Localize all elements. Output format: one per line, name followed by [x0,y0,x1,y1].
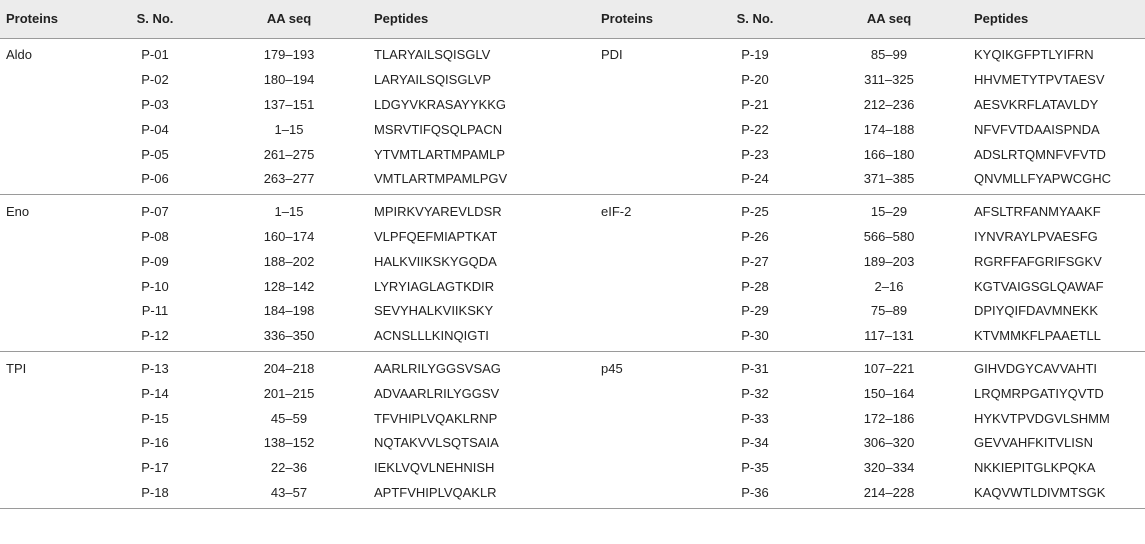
protein-cell [595,381,700,406]
aa-seq-cell: 566–580 [863,228,915,244]
peptide-cell: ADVAARLRILYGGSV [374,385,500,401]
aa-seq-cell: 138–152 [263,435,315,451]
aa-seq-cell: 85–99 [870,47,908,63]
serial-cell: P-36 [700,480,810,508]
aa-seq-cell: 15–29 [870,204,908,220]
protein-cell: PDI [601,47,623,63]
aa-seq-cell: 189–203 [863,253,915,269]
aa-seq-cell: 320–334 [863,460,915,476]
table-row [0,352,1145,381]
protein-cell [595,67,700,92]
peptide-cell: RGRFFAFGRIFSGKV [974,253,1102,269]
header-proteins-right: Proteins [595,0,700,38]
aa-seq-cell: 371–385 [810,166,968,194]
serial-cell: P-33 [741,410,769,426]
serial-cell: P-19 [741,47,769,63]
serial-cell: P-14 [141,385,169,401]
peptide-cell: AESVKRFLATAVLDY [974,96,1099,112]
aa-seq-cell: 160–174 [263,228,315,244]
peptide-cell: YTVMTLARTMPAMLP [374,146,505,162]
aa-seq-cell: 212–236 [863,96,915,112]
table-row [0,195,1145,224]
peptide-cell: KAQVWTLDIVMTSGK [968,480,1145,508]
aa-seq-cell: 261–275 [263,146,315,162]
peptide-cell: VMTLARTMPAMLPGV [368,166,595,194]
serial-cell: P-23 [741,146,769,162]
peptide-cell: SEVYHALKVIIKSKY [374,303,494,319]
aa-seq-cell: 180–194 [263,72,315,88]
serial-cell: P-10 [141,278,169,294]
table-row [0,92,1145,117]
aa-seq-cell: 204–218 [263,360,315,376]
peptide-cell: HALKVIIKSKYGQDA [374,253,497,269]
protein-cell [0,274,100,299]
serial-cell: P-06 [100,166,210,194]
aa-seq-cell: 179–193 [263,47,315,63]
protein-cell [0,406,100,431]
aa-seq-cell: 137–151 [263,96,315,112]
aa-seq-cell: 166–180 [863,146,915,162]
aa-seq-cell: 184–198 [263,303,315,319]
table-row [0,298,1145,323]
aa-seq-cell: 150–164 [863,385,915,401]
protein-cell [595,406,700,431]
header-serial-left: S. No. [100,0,210,38]
serial-cell: P-16 [141,435,169,451]
serial-cell: P-27 [741,253,769,269]
aa-seq-cell: 201–215 [263,385,315,401]
table-row [0,430,1145,455]
serial-cell: P-20 [741,72,769,88]
serial-cell: P-08 [141,228,169,244]
serial-cell: P-04 [141,121,169,137]
protein-cell [0,455,100,480]
protein-cell [0,381,100,406]
table-body [0,38,1145,508]
table-header-row [0,0,1145,38]
aa-seq-cell: 188–202 [263,253,315,269]
aa-seq-cell: 43–57 [210,480,368,508]
serial-cell: P-24 [700,166,810,194]
peptide-cell: APTFVHIPLVQAKLR [368,480,595,508]
peptide-cell: NFVFVTDAAISPNDA [974,121,1100,137]
peptide-cell: TFVHIPLVQAKLRNP [374,410,498,426]
protein-cell: Eno [6,204,30,220]
protein-cell: TPI [6,360,27,376]
aa-seq-cell: 45–59 [270,410,308,426]
header-peptides-left: Peptides [368,0,595,38]
protein-cell [595,117,700,142]
table-row [0,381,1145,406]
protein-cell [0,92,100,117]
table-row [0,480,1145,508]
table-row [0,274,1145,299]
protein-cell [595,92,700,117]
protein-cell [595,480,700,508]
aa-seq-cell: 1–15 [274,121,304,137]
serial-cell: P-35 [741,460,769,476]
serial-cell: P-21 [741,96,769,112]
header-aa-seq-right: AA seq [810,0,968,38]
peptide-cell: AFSLTRFANMYAAKF [974,204,1101,220]
protein-cell [595,142,700,167]
serial-cell: P-29 [741,303,769,319]
peptide-cell: NQTAKVVLSQTSAIA [374,435,499,451]
table-row [0,166,1145,194]
aa-seq-cell: 336–350 [210,323,368,351]
protein-cell [0,117,100,142]
protein-cell [0,166,100,194]
peptide-cell: ADSLRTQMNFVFVTD [974,146,1106,162]
peptide-cell: LDGYVKRASAYYKKG [374,96,506,112]
protein-cell [595,166,700,194]
peptide-cell: NKKIEPITGLKPQKA [974,460,1096,476]
protein-cell [0,430,100,455]
aa-seq-cell: 306–320 [863,435,915,451]
peptide-cell: DPIYQIFDAVMNEKK [974,303,1099,319]
protein-cell [595,224,700,249]
peptide-cell: AARLRILYGGSVSAG [374,360,501,376]
table-row [0,406,1145,431]
serial-cell: P-22 [741,121,769,137]
aa-seq-cell: 174–188 [863,121,915,137]
aa-seq-cell: 128–142 [263,278,315,294]
peptide-cell: KTVMMKFLPAAETLL [968,323,1145,351]
peptide-cell: LYRYIAGLAGTKDIR [374,278,495,294]
peptide-cell: LARYAILSQISGLVP [374,72,492,88]
aa-seq-cell: 1–15 [274,204,304,220]
peptide-cell: KGTVAIGSGLQAWAF [974,278,1104,294]
serial-cell: P-03 [141,96,169,112]
table-row [0,224,1145,249]
peptide-cell: MSRVTIFQSQLPACN [374,121,503,137]
peptide-cell: GEVVAHFKITVLISN [974,435,1093,451]
serial-cell: P-01 [141,47,169,63]
serial-cell: P-18 [100,480,210,508]
serial-cell: P-13 [141,360,169,376]
serial-cell: P-28 [741,278,769,294]
header-proteins-left: Proteins [0,0,100,38]
table-row [0,67,1145,92]
protein-cell [0,323,100,351]
protein-cell [0,224,100,249]
aa-seq-cell: 214–228 [810,480,968,508]
serial-cell: P-34 [741,435,769,451]
peptide-cell: ACNSLLLKINQIGTI [368,323,595,351]
serial-cell: P-32 [741,385,769,401]
protein-cell [0,142,100,167]
protein-cell [0,480,100,508]
serial-cell: P-07 [141,204,169,220]
peptide-cell: HHVMETYTPVTAESV [974,72,1105,88]
serial-cell: P-05 [141,146,169,162]
peptide-cell: QNVMLLFYAPWCGHC [968,166,1145,194]
serial-cell: P-17 [141,460,169,476]
serial-cell: P-25 [741,204,769,220]
peptide-cell: KYQIKGFPTLYIFRN [974,47,1094,63]
aa-seq-cell: 117–131 [810,323,968,351]
serial-cell: P-02 [141,72,169,88]
table-row [0,249,1145,274]
header-peptides-right: Peptides [968,0,1145,38]
protein-cell [595,249,700,274]
table-row [0,455,1145,480]
peptide-cell: MPIRKVYAREVLDSR [374,204,502,220]
peptide-cell: GIHVDGYCAVVAHTI [974,360,1098,376]
protein-cell: p45 [601,360,623,376]
peptide-cell: LRQMRPGATIYQVTD [974,385,1104,401]
aa-seq-cell: 22–36 [270,460,308,476]
table-row [0,142,1145,167]
aa-seq-cell: 107–221 [863,360,915,376]
aa-seq-cell: 172–186 [863,410,915,426]
protein-cell [595,323,700,351]
protein-cell [595,430,700,455]
protein-cell [595,274,700,299]
aa-seq-cell: 2–16 [874,278,904,294]
protein-cell [0,67,100,92]
serial-cell: P-26 [741,228,769,244]
aa-seq-cell: 311–325 [864,72,914,88]
table-row [0,38,1145,67]
serial-cell: P-09 [141,253,169,269]
serial-cell: P-30 [700,323,810,351]
protein-cell [0,249,100,274]
header-serial-right: S. No. [700,0,810,38]
table-row [0,323,1145,351]
table-row [0,117,1145,142]
serial-cell: P-11 [141,303,169,319]
peptide-cell: IEKLVQVLNEHNISH [374,460,495,476]
aa-seq-cell: 263–277 [210,166,368,194]
protein-cell: Aldo [6,47,33,63]
protein-cell [595,455,700,480]
serial-cell: P-31 [741,360,769,376]
header-aa-seq-left: AA seq [210,0,368,38]
peptide-cell: HYKVTPVDGVLSHMM [974,410,1110,426]
protein-cell [595,298,700,323]
aa-seq-cell: 75–89 [870,303,908,319]
serial-cell: P-12 [100,323,210,351]
protein-cell: eIF-2 [601,204,632,220]
peptide-cell: TLARYAILSQISGLV [374,47,491,63]
peptide-cell: VLPFQEFMIAPTKAT [374,228,498,244]
serial-cell: P-15 [141,410,169,426]
protein-cell [0,298,100,323]
peptide-cell: IYNVRAYLPVAESFG [974,228,1098,244]
